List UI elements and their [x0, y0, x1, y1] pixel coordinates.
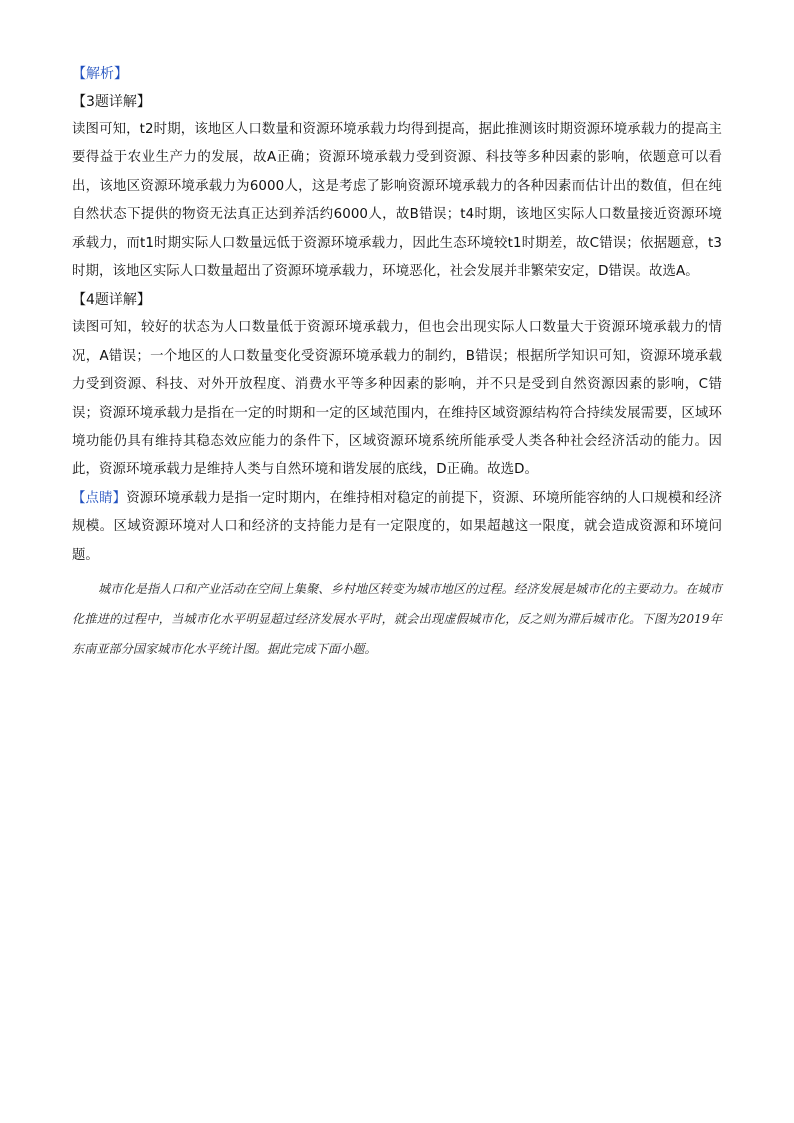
question-4-explanation: 读图可知，较好的状态为人口数量低于资源环境承载力，但也会出现实际人口数量大于资源环境承载力的情况，A错误；一个地区的人口数量变化受资源环境承载力的制约，B错误；根据所学知识可知，资源环境承载力受到资源、科技、对外开放程度、消费水平等多种因素的影响，并不只是受到自然资源因素的影响，C错误；资源环境承载力是指在一定的时期和一定的区域范围内，在维持区域资源结构符合持续发展需要，区域环境功能仍具有维持其稳态效应能力的条件下，区域资源环境系统所能承受人类各种社会经济活动的能力。因此，资源环境承载力是维持人类与自然环境和谐发展的底线，D正确。故选D。: [72, 320, 722, 478]
question-3-heading-label: 【3题详解】: [72, 94, 151, 110]
document-page: [72, 60, 722, 664]
question-4-heading: [72, 286, 722, 314]
analysis-heading-label: 【解析】: [72, 66, 128, 82]
question-3-explanation: 读图可知，t2时期，该地区人口数量和资源环境承载力均得到提高，据此推测该时期资源环境承载力的提高主要得益于农业生产力的发展，故A正确；资源环境承载力受到资源、科技等多种因素的影响，依题意可以看出，该地区资源环境承载力为6000人，这是考虑了影响资源环境承载力的各种因素而估计出的数值，但在纯自然状态下提供的物资无法真正达到养活约6000人，故B错误；t4时期，该地区实际人口数量接近资源环境承载力，而t1时期实际人口数量远低于资源环境承载力，因此生态环境较t1时期差，故C错误；依据题意，t3时期，该地区实际人口数量超出了资源环境承载力，环境恶化，社会发展并非繁荣安定，D错误。故选A。: [72, 122, 722, 280]
key-point-paragraph: [72, 485, 722, 570]
question-4-heading-label: 【4题详解】: [72, 292, 151, 309]
urbanization-intro-paragraph: 城市化是指人口和产业活动在空间上集聚、乡村地区转变为城市地区的过程。经济发展是城市化的主要动力。在城市化推进的过程中，当城市化水平明显超过经济发展水平时，就会出现虚假城市化，反之则为滞后城市化。下图为2019年东南亚部分国家城市化水平统计图。据此完成下面小题。: [72, 582, 722, 657]
analysis-heading: [72, 60, 722, 88]
key-point-label: 【点睛】: [72, 490, 127, 506]
question-3-heading: [72, 88, 722, 116]
key-point-text: 资源环境承载力是指一定时期内，在维持相对稳定的前提下，资源、环境所能容纳的人口规模和经济规模。区域资源环境对人口和经济的支持能力是有一定限度的，如果超越这一限度，就会造成资源和环境问题。: [72, 490, 723, 563]
